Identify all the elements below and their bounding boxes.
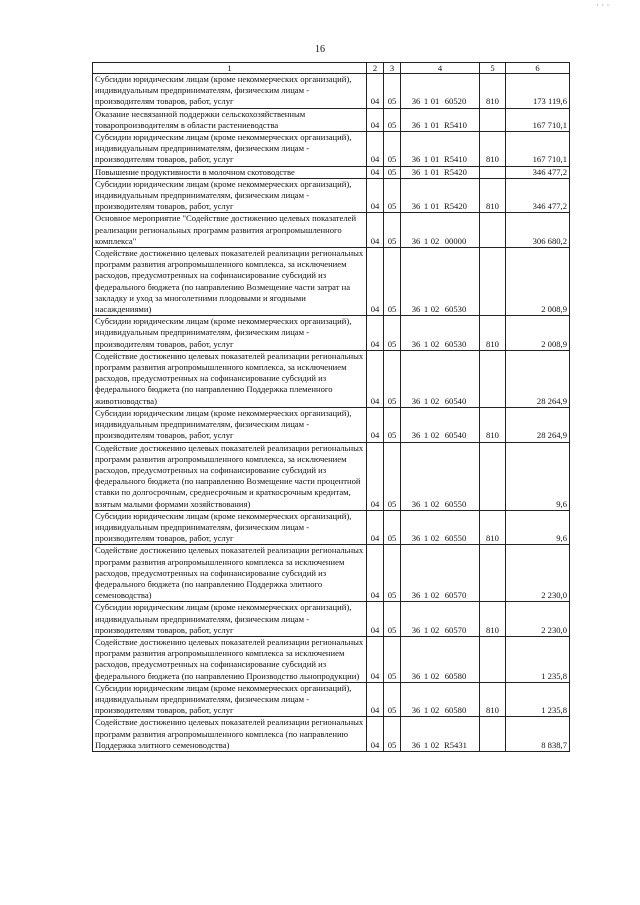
- target-article-part: 36: [411, 96, 421, 107]
- section-code: 04: [367, 213, 384, 248]
- expense-type-code: 810: [480, 132, 506, 167]
- target-article-code: [401, 166, 480, 178]
- target-article-code: [401, 74, 480, 109]
- expense-type-code: [480, 166, 506, 178]
- target-article-part: 36: [411, 166, 421, 177]
- page-number: 16: [315, 44, 325, 55]
- target-article-part: 1: [423, 235, 429, 246]
- subsection-code: 05: [384, 166, 401, 178]
- target-article-code: [401, 213, 480, 248]
- section-code: 04: [367, 108, 384, 131]
- expense-type-code: [480, 636, 506, 682]
- table-row: [93, 74, 570, 109]
- target-article-part: 36: [411, 235, 421, 246]
- target-article-part: 1: [423, 498, 429, 509]
- target-article-part: 60570: [444, 624, 467, 635]
- item-name: Субсидии юридическим лицам (кроме некоммерческих организаций), индивидуальным предпринимателям, физическим лицам - производителям товаров, работ, услуг: [93, 316, 367, 351]
- header-cell: 4: [401, 63, 480, 74]
- table-row: [93, 248, 570, 316]
- target-article-part: R5410: [444, 119, 467, 130]
- target-article-part: 02: [430, 670, 440, 681]
- amount: 28 264,9: [506, 350, 570, 407]
- target-article-code: [401, 442, 480, 510]
- target-article-part: 60570: [444, 590, 467, 601]
- subsection-code: 05: [384, 636, 401, 682]
- target-article-part: 02: [430, 624, 440, 635]
- section-code: 04: [367, 350, 384, 407]
- target-article-code: [401, 602, 480, 637]
- target-article-code: [401, 108, 480, 131]
- amount: 9,6: [506, 442, 570, 510]
- target-article-part: 1: [423, 166, 429, 177]
- target-article-part: 60550: [444, 498, 467, 509]
- target-article-part: 36: [411, 590, 421, 601]
- expense-type-code: [480, 442, 506, 510]
- target-article-part: 36: [411, 395, 421, 406]
- amount: 346 477,2: [506, 166, 570, 178]
- target-article-part: 36: [411, 338, 421, 349]
- subsection-code: 05: [384, 717, 401, 752]
- target-article-part: 60540: [444, 395, 467, 406]
- target-article-part: 60580: [444, 705, 467, 716]
- target-article-part: 36: [411, 119, 421, 130]
- item-name: Оказание несвязанной поддержки сельскохозяйственным товаропроизводителям в области растениеводства: [93, 108, 367, 131]
- amount: 1 235,8: [506, 682, 570, 717]
- expense-type-code: 810: [480, 407, 506, 442]
- subsection-code: 05: [384, 442, 401, 510]
- expense-type-code: [480, 717, 506, 752]
- header-cell: 3: [384, 63, 401, 74]
- header-cell: 1: [93, 63, 367, 74]
- subsection-code: 05: [384, 74, 401, 109]
- target-article-part: 36: [411, 304, 421, 315]
- subsection-code: 05: [384, 682, 401, 717]
- target-article-code: [401, 510, 480, 545]
- target-article-part: 36: [411, 670, 421, 681]
- target-article-part: 01: [430, 154, 440, 165]
- amount: 2 230,0: [506, 602, 570, 637]
- target-article-part: 60520: [444, 96, 467, 107]
- target-article-code: [401, 248, 480, 316]
- section-code: 04: [367, 178, 384, 213]
- target-article-part: 60550: [444, 533, 467, 544]
- section-code: 04: [367, 682, 384, 717]
- section-code: 04: [367, 74, 384, 109]
- target-article-part: 01: [430, 201, 440, 212]
- target-article-part: 36: [411, 498, 421, 509]
- header-cell: 2: [367, 63, 384, 74]
- target-article-part: 1: [423, 533, 429, 544]
- expense-type-code: [480, 248, 506, 316]
- section-code: 04: [367, 717, 384, 752]
- target-article-code: [401, 717, 480, 752]
- target-article-part: 1: [423, 119, 429, 130]
- expense-type-code: [480, 108, 506, 131]
- item-name: Субсидии юридическим лицам (кроме некоммерческих организаций), индивидуальным предпринимателям, физическим лицам - производителям товаров, работ, услуг: [93, 682, 367, 717]
- target-article-part: 36: [411, 739, 421, 750]
- target-article-code: [401, 350, 480, 407]
- subsection-code: 05: [384, 108, 401, 131]
- section-code: 04: [367, 602, 384, 637]
- target-article-part: 01: [430, 166, 440, 177]
- target-article-part: 02: [430, 304, 440, 315]
- subsection-code: 05: [384, 132, 401, 167]
- target-article-part: 02: [430, 533, 440, 544]
- target-article-part: 1: [423, 154, 429, 165]
- table-row: [93, 602, 570, 637]
- target-article-part: R5420: [444, 201, 467, 212]
- subsection-code: 05: [384, 602, 401, 637]
- target-article-part: 36: [411, 430, 421, 441]
- item-name: Субсидии юридическим лицам (кроме некоммерческих организаций), индивидуальным предпринимателям, физическим лицам - производителям товаров, работ, услуг: [93, 510, 367, 545]
- target-article-part: 1: [423, 304, 429, 315]
- target-article-code: [401, 636, 480, 682]
- amount: 8 838,7: [506, 717, 570, 752]
- header-cell: 5: [480, 63, 506, 74]
- table-row: [93, 108, 570, 131]
- expense-type-code: [480, 213, 506, 248]
- target-article-code: [401, 407, 480, 442]
- item-name: Субсидии юридическим лицам (кроме некоммерческих организаций), индивидуальным предпринимателям, физическим лицам - производителям товаров, работ, услуг: [93, 178, 367, 213]
- item-name: Основное мероприятие "Содействие достижению целевых показателей реализации региональных программ развития агропромышленного комплекса": [93, 213, 367, 248]
- subsection-code: 05: [384, 178, 401, 213]
- target-article-part: 1: [423, 395, 429, 406]
- section-code: 04: [367, 248, 384, 316]
- target-article-part: 1: [423, 201, 429, 212]
- amount: 2 230,0: [506, 545, 570, 602]
- item-name: Субсидии юридическим лицам (кроме некоммерческих организаций), индивидуальным предпринимателям, физическим лицам - производителям товаров, работ, услуг: [93, 74, 367, 109]
- subsection-code: 05: [384, 407, 401, 442]
- target-article-part: 02: [430, 235, 440, 246]
- expense-type-code: 810: [480, 178, 506, 213]
- target-article-part: R5420: [444, 166, 467, 177]
- item-name: Субсидии юридическим лицам (кроме некоммерческих организаций), индивидуальным предпринимателям, физическим лицам - производителям товаров, работ, услуг: [93, 132, 367, 167]
- section-code: 04: [367, 407, 384, 442]
- table-row: [93, 510, 570, 545]
- amount: 306 680,2: [506, 213, 570, 248]
- table-row: [93, 350, 570, 407]
- table-row: [93, 213, 570, 248]
- target-article-part: 02: [430, 395, 440, 406]
- target-article-part: 1: [423, 338, 429, 349]
- table-row: [93, 636, 570, 682]
- subsection-code: 05: [384, 316, 401, 351]
- section-code: 04: [367, 132, 384, 167]
- target-article-part: R5431: [444, 739, 467, 750]
- item-name: Содействие достижению целевых показателей реализации региональных программ развития агропромышленного комплекса, за исключением расходов, предусмотренных на софинансирование субсидий из федерального бюджета (по направлению Возмещение части затрат на закладку и уход за многолетними плодовыми и ягодными насаждениями): [93, 248, 367, 316]
- table-row: [93, 717, 570, 752]
- target-article-code: [401, 545, 480, 602]
- table-row: [93, 316, 570, 351]
- table-row: [93, 132, 570, 167]
- amount: 2 008,9: [506, 248, 570, 316]
- target-article-part: 1: [423, 624, 429, 635]
- section-code: 04: [367, 545, 384, 602]
- amount: 28 264,9: [506, 407, 570, 442]
- target-article-part: 01: [430, 119, 440, 130]
- budget-table: [92, 62, 570, 752]
- item-name: Субсидии юридическим лицам (кроме некоммерческих организаций), индивидуальным предпринимателям, физическим лицам - производителям товаров, работ, услуг: [93, 602, 367, 637]
- target-article-part: 36: [411, 154, 421, 165]
- target-article-part: 02: [430, 498, 440, 509]
- target-article-part: 60540: [444, 430, 467, 441]
- item-name: Содействие достижению целевых показателей реализации региональных программ развития агропромышленного комплекса за исключением расходов, предусмотренных на софинансирование субсидий из федерального бюджета (по направлению Поддержка элитного семеноводства): [93, 545, 367, 602]
- target-article-part: 1: [423, 670, 429, 681]
- target-article-part: R5410: [444, 154, 467, 165]
- item-name: Субсидии юридическим лицам (кроме некоммерческих организаций), индивидуальным предпринимателям, физическим лицам - производителям товаров, работ, услуг: [93, 407, 367, 442]
- target-article-part: 36: [411, 705, 421, 716]
- expense-type-code: 810: [480, 510, 506, 545]
- target-article-part: 36: [411, 201, 421, 212]
- amount: 173 119,6: [506, 74, 570, 109]
- target-article-part: 02: [430, 705, 440, 716]
- target-article-code: [401, 682, 480, 717]
- target-article-part: 00000: [444, 235, 467, 246]
- target-article-part: 02: [430, 430, 440, 441]
- target-article-part: 1: [423, 96, 429, 107]
- section-code: 04: [367, 636, 384, 682]
- table-row: [93, 545, 570, 602]
- target-article-part: 02: [430, 739, 440, 750]
- target-article-part: 60530: [444, 338, 467, 349]
- section-code: 04: [367, 166, 384, 178]
- target-article-part: 36: [411, 624, 421, 635]
- table-row: [93, 166, 570, 178]
- table-row: [93, 407, 570, 442]
- scan-mark: · · ·: [596, 0, 610, 10]
- target-article-code: [401, 316, 480, 351]
- subsection-code: 05: [384, 213, 401, 248]
- target-article-part: 01: [430, 96, 440, 107]
- expense-type-code: 810: [480, 316, 506, 351]
- table-row: [93, 442, 570, 510]
- target-article-part: 60580: [444, 670, 467, 681]
- item-name: Содействие достижению целевых показателей реализации региональных программ развития агропромышленного комплекса за исключением расходов, предусмотренных на софинансирование субсидий из федерального бюджета (по направлению Производство льнопродукции): [93, 636, 367, 682]
- table-row: [93, 682, 570, 717]
- section-code: 04: [367, 442, 384, 510]
- item-name: Содействие достижению целевых показателей реализации региональных программ развития агропромышленного комплекса, за исключением расходов, предусмотренных на софинансирование субсидий из федерального бюджета (по направлению Возмещение части процентной ставки по долгосрочным, среднесрочным и краткосрочным кредитам, взятым малыми формами хозяйствования): [93, 442, 367, 510]
- target-article-part: 60530: [444, 304, 467, 315]
- target-article-part: 02: [430, 338, 440, 349]
- amount: 346 477,2: [506, 178, 570, 213]
- target-article-code: [401, 132, 480, 167]
- expense-type-code: 810: [480, 682, 506, 717]
- header-row: [93, 63, 570, 74]
- amount: 2 008,9: [506, 316, 570, 351]
- subsection-code: 05: [384, 510, 401, 545]
- target-article-part: 02: [430, 590, 440, 601]
- amount: 1 235,8: [506, 636, 570, 682]
- amount: 9,6: [506, 510, 570, 545]
- expense-type-code: [480, 350, 506, 407]
- target-article-part: 36: [411, 533, 421, 544]
- target-article-part: 1: [423, 590, 429, 601]
- subsection-code: 05: [384, 545, 401, 602]
- amount: 167 710,1: [506, 108, 570, 131]
- expense-type-code: 810: [480, 74, 506, 109]
- expense-type-code: 810: [480, 602, 506, 637]
- table-row: [93, 178, 570, 213]
- target-article-part: 1: [423, 739, 429, 750]
- target-article-code: [401, 178, 480, 213]
- section-code: 04: [367, 510, 384, 545]
- header-cell: 6: [506, 63, 570, 74]
- section-code: 04: [367, 316, 384, 351]
- target-article-part: 1: [423, 430, 429, 441]
- subsection-code: 05: [384, 248, 401, 316]
- item-name: Содействие достижению целевых показателей реализации региональных программ развития агропромышленного комплекса, за исключением расходов, предусмотренных на софинансирование субсидий из федерального бюджета (по направлению Поддержка племенного животноводства): [93, 350, 367, 407]
- expense-type-code: [480, 545, 506, 602]
- target-article-part: 1: [423, 705, 429, 716]
- item-name: Повышение продуктивности в молочном скотоводстве: [93, 166, 367, 178]
- amount: 167 710,1: [506, 132, 570, 167]
- subsection-code: 05: [384, 350, 401, 407]
- item-name: Содействие достижению целевых показателей реализации региональных программ развития агропромышленного комплекса (по направлению Поддержка элитного семеноводства): [93, 717, 367, 752]
